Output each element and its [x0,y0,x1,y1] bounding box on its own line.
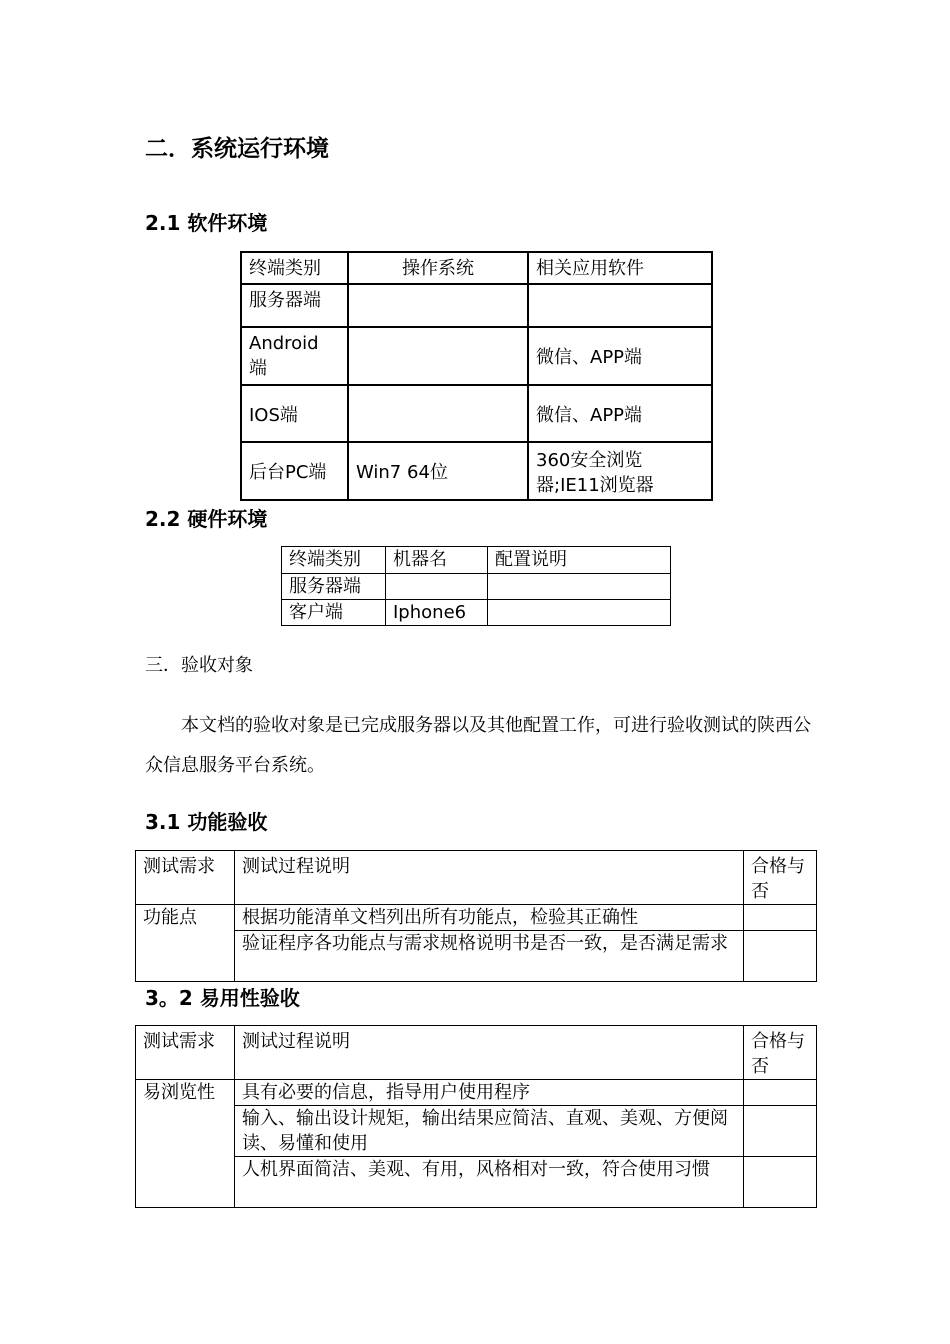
table-cell: 根据功能清单文档列出所有功能点，检验其正确性 [235,905,744,931]
table-header-cell: 机器名 [386,547,488,574]
subsection-heading: 3。2 易用性验收 [145,986,300,1010]
table-row [136,1080,817,1106]
table-cell [528,284,712,327]
table-header-row [241,252,712,284]
subsection-heading: 2.1 软件环境 [145,211,268,235]
table-cell: 360安全浏览器;IE11浏览器 [528,442,712,500]
table-header-row [282,547,671,574]
table-header-cell: 配置说明 [488,547,671,574]
section-heading: 二．系统运行环境 [145,136,329,162]
table-row [136,1157,817,1208]
table-cell: 验证程序各功能点与需求规格说明书是否一致，是否满足需求 [235,931,744,982]
table-row [241,442,712,500]
result-cell [744,1080,817,1106]
function-acceptance-table [135,850,817,982]
table-cell: 服务器端 [282,574,386,600]
table-cell: 微信、APP端 [528,385,712,442]
hardware-environment-table [281,546,671,626]
table-cell [488,600,671,626]
table-header-cell: 测试过程说明 [235,1026,744,1080]
table-row [282,574,671,600]
table-row [241,385,712,442]
table-cell: Iphone6 [386,600,488,626]
table-cell: Android 端 [241,327,348,385]
table-cell: 人机界面简洁、美观、有用，风格相对一致，符合使用习惯 [235,1157,744,1208]
result-cell [744,931,817,982]
table-cell: 服务器端 [241,284,348,327]
table-category-cell: 功能点 [136,905,235,982]
result-cell [744,1157,817,1208]
table-row [136,931,817,982]
table-header-row [136,1026,817,1080]
table-cell [386,574,488,600]
table-row [241,284,712,327]
software-environment-table [240,251,713,501]
table-header-row [136,851,817,905]
table-cell [348,385,528,442]
table-header-cell: 终端类别 [282,547,386,574]
body-paragraph: 本文档的验收对象是已完成服务器以及其他配置工作，可进行验收测试的陕西公众信息服务平台系统。 [145,715,811,776]
table-cell: IOS端 [241,385,348,442]
table-header-cell: 操作系统 [348,252,528,284]
table-header-cell: 合格与否 [744,1026,817,1080]
table-row [136,905,817,931]
table-category-cell: 易浏览性 [136,1080,235,1208]
table-cell [488,574,671,600]
table-cell: 后台PC端 [241,442,348,500]
table-cell: 微信、APP端 [528,327,712,385]
section-heading: 三．验收对象 [145,655,253,676]
table-row [241,327,712,385]
table-cell [348,327,528,385]
table-header-cell: 测试需求 [136,1026,235,1080]
result-cell [744,905,817,931]
table-header-cell: 终端类别 [241,252,348,284]
table-header-cell: 测试过程说明 [235,851,744,905]
table-header-cell: 测试需求 [136,851,235,905]
table-cell: 客户端 [282,600,386,626]
table-header-cell: 相关应用软件 [528,252,712,284]
result-cell [744,1106,817,1157]
table-cell: 输入、输出设计规矩，输出结果应简洁、直观、美观、方便阅读、易懂和使用 [235,1106,744,1157]
table-row [282,600,671,626]
table-row [136,1106,817,1157]
usability-acceptance-table [135,1025,817,1208]
table-cell: 具有必要的信息，指导用户使用程序 [235,1080,744,1106]
table-cell [348,284,528,327]
table-header-cell: 合格与否 [744,851,817,905]
table-cell: Win7 64位 [348,442,528,500]
subsection-heading: 3.1 功能验收 [145,810,268,834]
subsection-heading: 2.2 硬件环境 [145,507,268,531]
